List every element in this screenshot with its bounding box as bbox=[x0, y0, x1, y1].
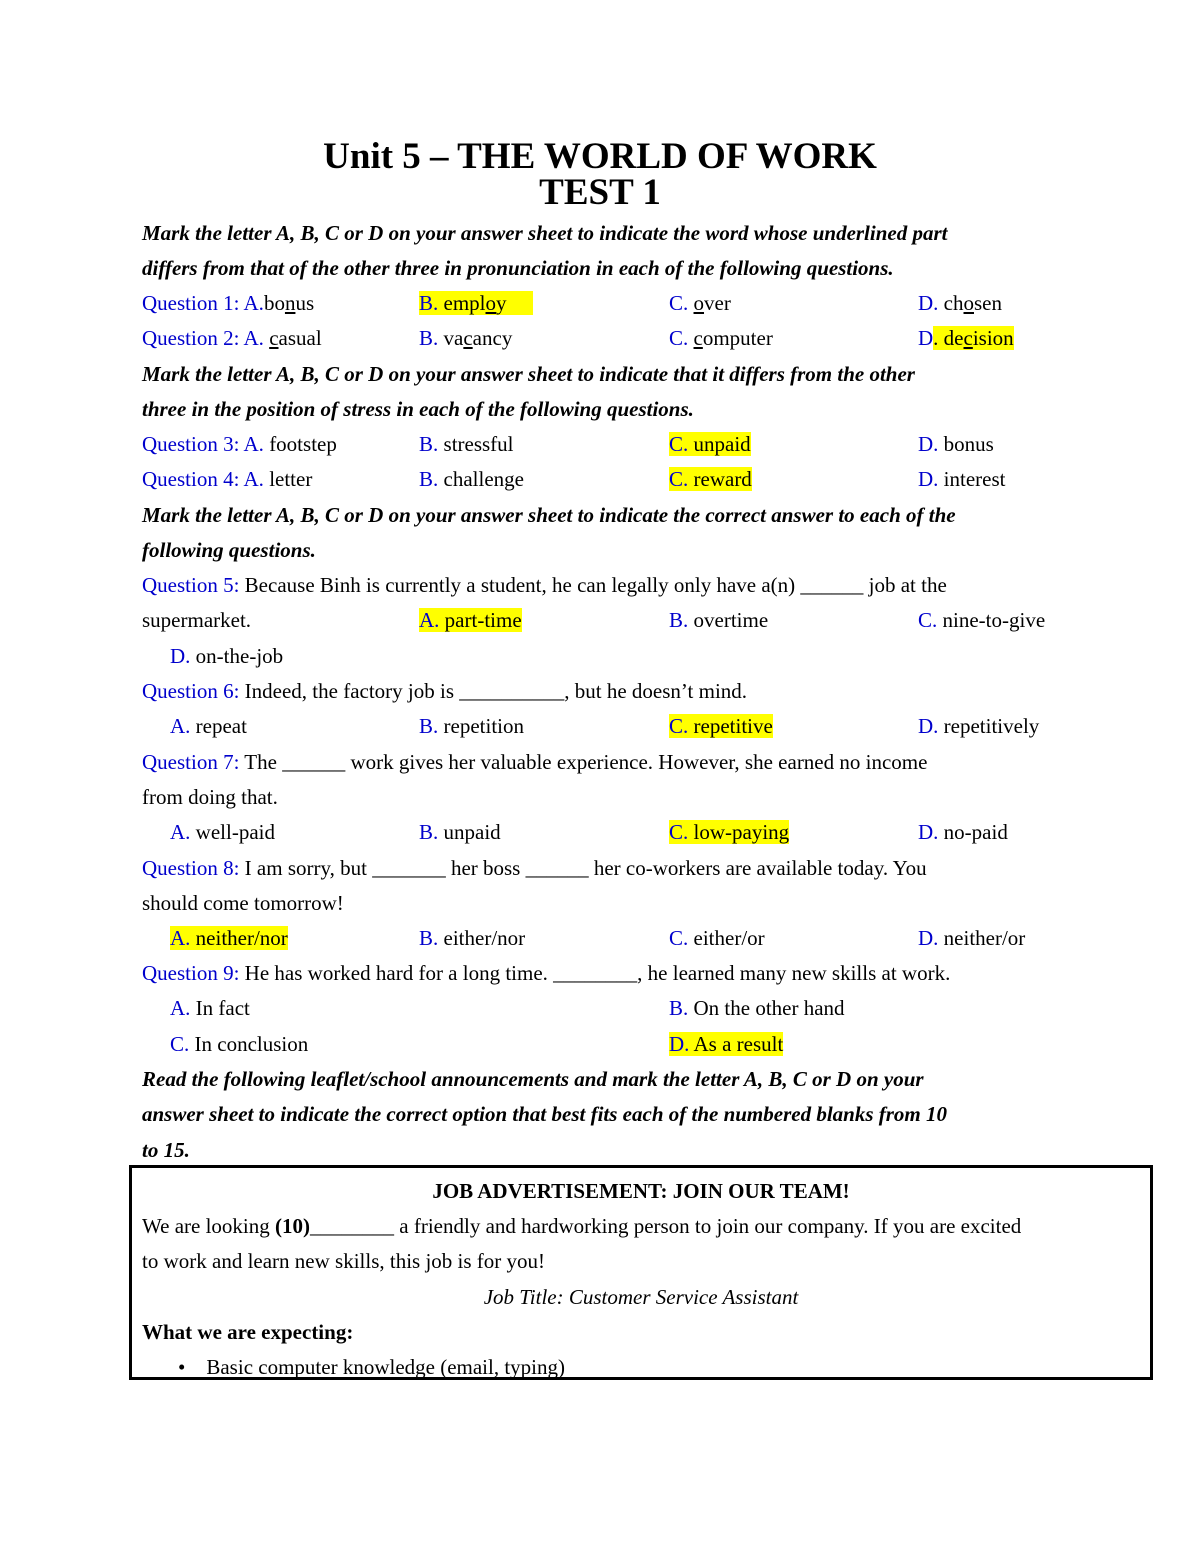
q9-option-d[interactable]: D. As a result bbox=[669, 1032, 784, 1056]
q2-option-d[interactable]: D. decision bbox=[918, 326, 1014, 350]
q6-option-d[interactable]: D. repetitively bbox=[918, 714, 1040, 738]
q7-option-b[interactable]: B. unpaid bbox=[419, 820, 501, 844]
instruction-reading-2: answer sheet to indicate the correct option that best fits each of the numbered blanks from 10 bbox=[142, 1102, 948, 1126]
instruction-stress-2: three in the position of stress in each of the following questions. bbox=[142, 397, 694, 421]
advert-line-2: to work and learn new skills, this job is for you! bbox=[142, 1249, 546, 1273]
instruction-correct-2: following questions. bbox=[142, 538, 316, 562]
advert-bullet-1: • Basic computer knowledge (email, typing) bbox=[178, 1355, 566, 1379]
q8-option-c[interactable]: C. either/or bbox=[669, 926, 765, 950]
instruction-reading: Read the following leaflet/school announcements and mark the letter A, B, C or D on your bbox=[142, 1067, 924, 1091]
q7-option-d[interactable]: D. no-paid bbox=[918, 820, 1008, 844]
question-2: Question 2: A. casual bbox=[142, 326, 322, 350]
q6-option-a[interactable]: A. repeat bbox=[170, 714, 247, 738]
q6-option-b[interactable]: B. repetition bbox=[419, 714, 524, 738]
bullet-icon: • bbox=[178, 1355, 186, 1379]
q8-option-b[interactable]: B. either/nor bbox=[419, 926, 526, 950]
question-1: Question 1: A.bonus bbox=[142, 291, 315, 315]
q3-option-b[interactable]: B. stressful bbox=[419, 432, 514, 456]
question-7: Question 7: The ______ work gives her valuable experience. However, she earned no income bbox=[142, 750, 928, 774]
advert-heading: JOB ADVERTISEMENT: JOIN OUR TEAM! bbox=[432, 1179, 850, 1203]
q9-option-a[interactable]: A. In fact bbox=[170, 996, 250, 1020]
instruction-stress: Mark the letter A, B, C or D on your answer sheet to indicate that it differs from the other bbox=[142, 362, 915, 386]
q3-option-d[interactable]: D. bonus bbox=[918, 432, 994, 456]
question-8: Question 8: I am sorry, but _______ her boss ______ her co-workers are available today. You bbox=[142, 856, 927, 880]
question-6: Question 6: Indeed, the factory job is __________, but he doesn’t mind. bbox=[142, 679, 748, 703]
q3-option-c[interactable]: C. unpaid bbox=[669, 432, 751, 456]
q8-option-d[interactable]: D. neither/or bbox=[918, 926, 1026, 950]
q5-option-b[interactable]: B. overtime bbox=[669, 608, 769, 632]
q5-option-a[interactable]: A. part-time bbox=[419, 608, 522, 632]
advert-line-1: We are looking (10)________ a friendly and hardworking person to join our company. If you are excited bbox=[142, 1214, 1022, 1238]
question-7-stem-2: from doing that. bbox=[142, 785, 278, 809]
advert-expect-heading: What we are expecting: bbox=[142, 1320, 354, 1344]
q8-option-a[interactable]: A. neither/nor bbox=[170, 926, 288, 950]
q9-option-c[interactable]: C. In conclusion bbox=[170, 1032, 309, 1056]
q1-option-d[interactable]: D. chosen bbox=[918, 291, 1002, 315]
q7-option-c[interactable]: C. low-paying bbox=[669, 820, 790, 844]
question-5-stem-2: supermarket. bbox=[142, 608, 252, 632]
q4-option-d[interactable]: D. interest bbox=[918, 467, 1006, 491]
instruction-reading-3: to 15. bbox=[142, 1138, 190, 1162]
title-line-2: TEST 1 bbox=[539, 172, 661, 213]
question-3: Question 3: A. footstep bbox=[142, 432, 337, 456]
q7-option-a[interactable]: A. well-paid bbox=[170, 820, 275, 844]
instruction-correct: Mark the letter A, B, C or D on your answer sheet to indicate the correct answer to each of the bbox=[142, 503, 956, 527]
q1-option-b[interactable]: B. employ bbox=[419, 290, 533, 316]
q6-option-c[interactable]: C. repetitive bbox=[669, 714, 773, 738]
advert-job-title: Job Title: Customer Service Assistant bbox=[483, 1285, 799, 1309]
q5-option-d[interactable]: D. on-the-job bbox=[170, 644, 284, 668]
q2-option-c[interactable]: C. computer bbox=[669, 326, 773, 350]
title-line-1: Unit 5 – THE WORLD OF WORK bbox=[323, 136, 877, 177]
q1-option-c[interactable]: C. over bbox=[669, 291, 731, 315]
job-advertisement-box bbox=[129, 1165, 1153, 1380]
question-9: Question 9: He has worked hard for a long time. ________, he learned many new skills at work. bbox=[142, 961, 951, 985]
question-8-stem-2: should come tomorrow! bbox=[142, 891, 344, 915]
q2-option-b[interactable]: B. vacancy bbox=[419, 326, 513, 350]
q5-option-c[interactable]: C. nine-to-give bbox=[918, 608, 1046, 632]
instruction-pronunciation: Mark the letter A, B, C or D on your answer sheet to indicate the word whose underlined part bbox=[142, 221, 948, 245]
question-5: Question 5: Because Binh is currently a student, he can legally only have a(n) ______ job at the bbox=[142, 573, 947, 597]
question-4: Question 4: A. letter bbox=[142, 467, 313, 491]
q9-option-b[interactable]: B. On the other hand bbox=[669, 996, 845, 1020]
instruction-pronunciation-2: differs from that of the other three in pronunciation in each of the following questions. bbox=[142, 256, 894, 280]
q4-option-b[interactable]: B. challenge bbox=[419, 467, 524, 491]
q4-option-c[interactable]: C. reward bbox=[669, 467, 752, 491]
